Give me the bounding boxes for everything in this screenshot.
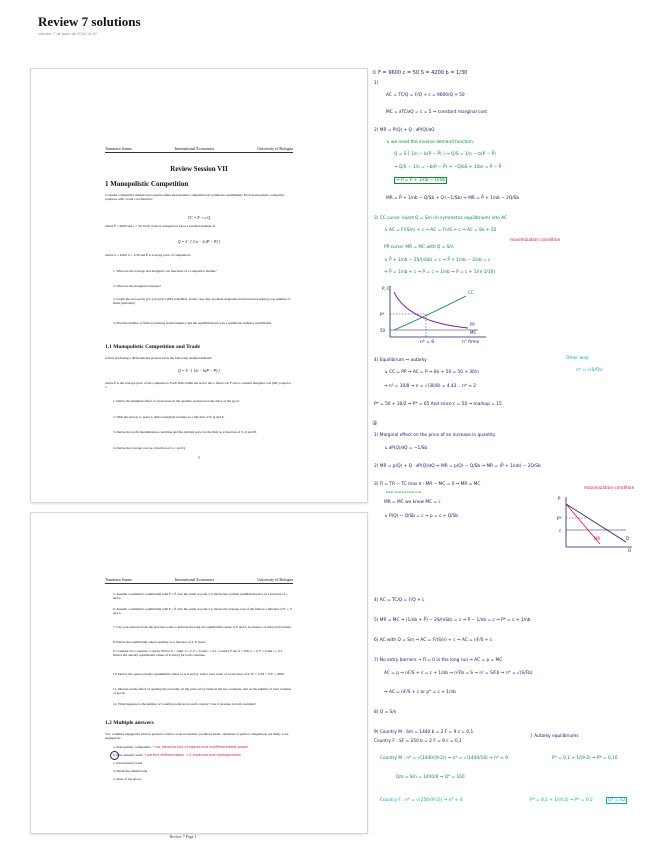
axis-label-p: P: [558, 496, 561, 501]
question-item: 1. Derive the marginal effect of an increase in the quantity produced on the price of the good.: [113, 399, 240, 403]
cost-equation: TC = F + c·Q: [187, 215, 211, 220]
q2-6: 6) AC with Q = S/n ⇒ AC = F/(S/n) + c ⇒ AC = nF/S + c: [374, 638, 493, 643]
header-rule: [105, 152, 293, 153]
choice-item: b. inter-industry trade → perfect differentiation ⇒ it produces one homogeneous: [113, 753, 241, 757]
subsection-intro: Two countries engaged in trade in products with no scale economies, produced under conditions of perfect competition, are likely to be engaged in:: [105, 732, 289, 741]
cc-curve-result: ↳ AC = F/(S/n) + c ⇒ AC = Fn/S + c ⇒ AC = 8n + 50: [384, 228, 497, 233]
q2-8: 8) Q = S/n: [374, 710, 397, 715]
header-rule: [105, 583, 293, 584]
inverse-demand-note: ↳ we need the inverse demand function:: [386, 140, 475, 145]
mr-formula: 2) MR = P(Q) + Q · ∂P(Q)/∂Q: [374, 128, 435, 133]
question-item: 5. Assume a symmetric equilibrium with P = P̄. Use the result at point 3 to derive the optimal equilibrium price as a function of c and n.: [113, 592, 288, 601]
q2-1-result: ↳ ∂P(Q)/∂Q = −1/Sb: [384, 446, 428, 451]
mr-result: MR = P̄ + 1/nb − Q/Sb + Q·(−1/Sb) ⇒ MR = P̄ + 1/nb − 2Q/Sb: [386, 196, 520, 201]
mc-label: MC: [470, 330, 477, 335]
c-label: 50: [380, 328, 386, 333]
pp-curve-result: ⇒ P̄ = 1/nb + c ⇒ P = c + 1/nb ⇒ P = c + 1/(n·1/30): [384, 270, 496, 275]
q2-1: 1) Marginal effect on the price of an increase in quantity: [374, 433, 496, 438]
question-item: 2. What are the marginal revenues?: [113, 284, 161, 288]
equilibrium-price: P* = 50 + 30/2 ⇒ P* = 65 And since c = 50 ⇒ markup = 15: [374, 402, 502, 407]
q2-3c: ↳ P(Q) − Q/Sb = c ⇒ p = c + Q/Sb: [384, 514, 458, 519]
equilibrium-step: ↳ CC = PP ⇒ AC = P ⇒ 8n + 50 = 50 + 30/n: [384, 370, 479, 375]
residual-demand-equation: Q = S · [ 1/n − b(P − P̄) ]: [178, 368, 220, 373]
document-title: Review 7 solutions: [38, 14, 141, 29]
cc-label: CC: [468, 290, 474, 295]
header-course: International Economics: [174, 577, 215, 582]
question-item: 3. Graph the zero-profit (CC) and price (PP) schedules. In this case why are these diagrams and downward sloping over number of firms (entrants)?: [113, 297, 291, 306]
where-paragraph-2: where S = 4200, b = 1/30 and P̄ is average price of competitors.: [105, 253, 192, 257]
page-header: [105, 146, 293, 151]
c-label: c: [559, 528, 562, 533]
section-heading: 1 Monopolistic Competition: [105, 180, 189, 188]
other-way-formula: n* = √(S/Fb): [576, 368, 603, 373]
header-course: International Economics: [174, 146, 215, 151]
question-item: 10. Derive the open economy equilibrium values of n, P and Q, with a total value of world sales of S^W = S^M + S^F = 1690.: [113, 672, 285, 676]
choice-item: d. Heckscher-Ohlin trade: [113, 769, 148, 773]
country-f-p: P* = 0,1 + 1/(4·2) ⇒ P* = 0,2: [530, 798, 593, 803]
subsection-heading: 1.1 Monopolistic Competition and Trade: [105, 344, 200, 350]
country-m-p: P* = 0,1 + 1/(9·2) ⇒ P* = 0,16: [552, 756, 618, 761]
mr-demand-graph: [556, 492, 636, 552]
session-title: Review Session VII: [170, 165, 228, 173]
inverse-demand-step: ⇒ Q/S − 1/n = −b(P − P̄) ⇒ −Q/bS + 1/bn = P − P̄: [394, 165, 502, 170]
question-item: 12. What happens to the number of variable producers in each country? Can it increase in both countries?: [113, 702, 257, 706]
cc-pp-graph: [378, 282, 488, 342]
inverse-demand-result: ⇒ P = P̄ + 1/nb − Q/Sb: [396, 178, 446, 183]
q1-header: ① F = 9600 c = 50 S = 4200 b = 1/30: [372, 70, 468, 76]
question-item: 11. Discuss on the effect of opening the economy on the price set by firms in the two countries, and on the number of total varieties of goods.: [113, 687, 292, 696]
header-author: Tommaso Sonno: [105, 146, 132, 151]
where-paragraph-3: where P̄ is the average price of the competitors. Each firm within the sector has a fixed cost F and a constant marginal cost (MC) equal to c.: [105, 381, 292, 390]
page-header: [105, 577, 293, 582]
q2-4: 4) AC = TC/Q = F/Q + c: [374, 598, 425, 603]
country-f-q: Q* = 62: [608, 798, 626, 803]
other-way-label: Other way:: [566, 356, 590, 361]
handwritten-notes: [370, 68, 652, 838]
q2-9-m: 9) Country M : Sm = 1440 b = 2 F = 9 c = 0,1: [374, 730, 474, 735]
q2-7c: ⇒ AC = nF/S + c or p* = c + 1/nb: [384, 690, 456, 695]
page-footer: Review 7 Page 1: [169, 834, 197, 839]
q2-3: 3) Π = TR − TC max π : MR − MC = 0 ⇒ MR = MC: [374, 482, 481, 487]
header-university: University of Bologna: [257, 146, 293, 151]
q-label: Q: [628, 548, 632, 552]
q2-3-sub: total revenue total cost: [386, 490, 422, 494]
axis-label-p: P, C: [382, 286, 390, 291]
choice-item: e. None of the above.: [113, 777, 142, 781]
page-number: 1: [198, 455, 200, 460]
pp-curve: [394, 292, 468, 328]
cc-curve: [394, 296, 466, 330]
pp-curve-step: ↳ P̄ + 1/nb − 2S/(nSb) = c ⇒ P̄ + 1/nb − 2/nb = c: [384, 258, 491, 263]
printed-page-2: [30, 512, 368, 834]
q2-9-f: Country F : SF = 250 b = 2 F = 9 c = 0,1: [374, 739, 462, 744]
pp-label: PP: [470, 322, 475, 327]
question-item: 4. Derive the average cost as a function of n, c and Q.: [113, 446, 186, 450]
printed-page-1: [30, 68, 368, 503]
equilibrium-heading: 4) Equilibrium ⇒ autarky: [374, 358, 427, 363]
mr-label: MR: [594, 536, 601, 541]
intro-paragraph: Consider competitive markets that operate under monopolistic competition in symmetric equilibrium. Each monopolistic competitor produces with a total cost function:: [105, 193, 285, 202]
equilibrium-n: ⇒ n² = 30/8 ⇒ n = √(30/8) = 4.43… n* ≈ 2: [384, 384, 477, 389]
demand-equation: Q = S · [ 1/n − b (P − P̄) ]: [177, 239, 221, 244]
p-star-label: P*: [557, 516, 562, 521]
q2-5: 5) MR = MC ⇒ (1/nb + P̄) − 2S/(nSb) = c ⇒ P − 1/nb = c ⇒ P* = c + 1/nb: [374, 618, 531, 623]
subsection-intro: A firm producing a differentiated product faces the following residual demand:: [105, 356, 213, 360]
question-item: 7. Use your answers from the previous point to indicate the long run equilibrium values of P and n, in absence of entry/exit barriers.: [113, 625, 292, 629]
q2-2: 2) MR = p(Q) + Q · ∂P(Q)/∂Q ⇒ MR = p(Q) − Q/Sb ⇒ MR = (P̄ + 1/nb) − 2Q/Sb: [374, 464, 541, 469]
mc-formula: MC = ∂TC/∂Q = c = 5 ⇒ constant marginal cost: [386, 110, 488, 115]
q2-7b: AC = p ⇒ nF/S + c = c + 1/nb ⇒ n²Fb = S ⇒ n² = S/Fb ⇒ n* = √(S/Fb): [384, 671, 533, 676]
annotation-a: → no, because lots of agents and undifferentiated goods: [151, 745, 248, 749]
pp-curve-note: PP curve: MR = MC with Q = S/n: [384, 245, 454, 250]
d-label: D: [626, 536, 630, 541]
header-author: Tommaso Sonno: [105, 577, 132, 582]
choice-item: c. intra-industry trade: [113, 761, 143, 765]
country-m-q: Qm = S/n = 1440/9 ⇒ Q* = 160: [396, 775, 465, 780]
header-university: University of Bologna: [257, 577, 293, 582]
max-condition-label: maximization condition: [510, 238, 561, 243]
q2-3b: MR = MC we know MC = c: [384, 500, 441, 505]
question-item: 8. Derive the equilibrium output quantity as a function of S, P and n.: [113, 640, 206, 644]
question-item: 9. Consider two countries. Country M has S = 1440, b = 2, F = 9 and c = 0.1. Country F has S = 250, b = 2, F = 9 and c = 0.1. Derive the autarky equilibrium values of P and Q for both countries.: [113, 649, 284, 658]
n-star-label: n* = 8: [420, 340, 434, 345]
q1-part-label: 1): [374, 81, 379, 86]
annotation-b: → perfect differentiation ⇒ it produces one homogeneous: [143, 753, 241, 757]
question-item: 4. Find the number of firms (varieties) in this industry and the equilibrium price in a symmetric industry equilibrium.: [113, 321, 272, 325]
question-item: 6. Assume a symmetric equilibrium with P = P̄. Use the result at point 3 to derive the average cost of the firm as a function of F, c, S and n.: [113, 607, 292, 616]
question-item: 3. Derive the profit maximization condition and the optimal price for the firm as a function of S, Q and B.: [113, 430, 257, 434]
question-item: 2. With the answer to point 1, derive marginal revenue as a function of P, Q and S.: [113, 415, 225, 419]
subsection-heading: 1.2 Multiple answers: [105, 720, 154, 726]
q2-7: 7) No entry barriers → Π = 0 in the long run ⇒ AC = p = MC: [374, 658, 503, 663]
max-condition-label-2: maximization condition: [584, 486, 635, 491]
inverse-demand-step: Q = S [ 1/n − b(P − P̄) ] ⇒ Q/S = 1/n − b(P − P̄): [394, 152, 496, 157]
q2-header: ②: [372, 420, 378, 427]
where-paragraph: where F = 9600 and c = 50. Each of the n competitors faces a residual demand of: [105, 224, 216, 228]
ac-formula: AC = TC/Q = F/Q + c = 9600/Q + 50: [386, 93, 465, 98]
cc-curve-note: 3) CC curve: inject Q = S/n (in symmetric equilibrium) into AC: [374, 216, 508, 221]
n-axis-label: n° firms: [462, 340, 480, 345]
country-f-n: Country F : n* = √(250/(9·2)) ⇒ n* ≈ 4: [380, 798, 463, 803]
autarky-label: } Autarky equilibriums: [530, 734, 579, 739]
country-m-n: Country M : n* = √(1440/(9·2)) ⇒ n* = √(1440/18) ⇒ n* ≈ 9: [380, 756, 508, 761]
choice-item: a. monopolistic competition → no, because lots of agents and undifferentiated goods: [113, 745, 248, 749]
question-item: 1. What are the average and marginal cost functions of a competitor market?: [113, 269, 217, 273]
selected-answer-circle: [110, 751, 119, 760]
p-star-label: P*: [380, 312, 385, 317]
document-meta: viernes, 7 de junio de 2024 14:07: [38, 31, 98, 36]
